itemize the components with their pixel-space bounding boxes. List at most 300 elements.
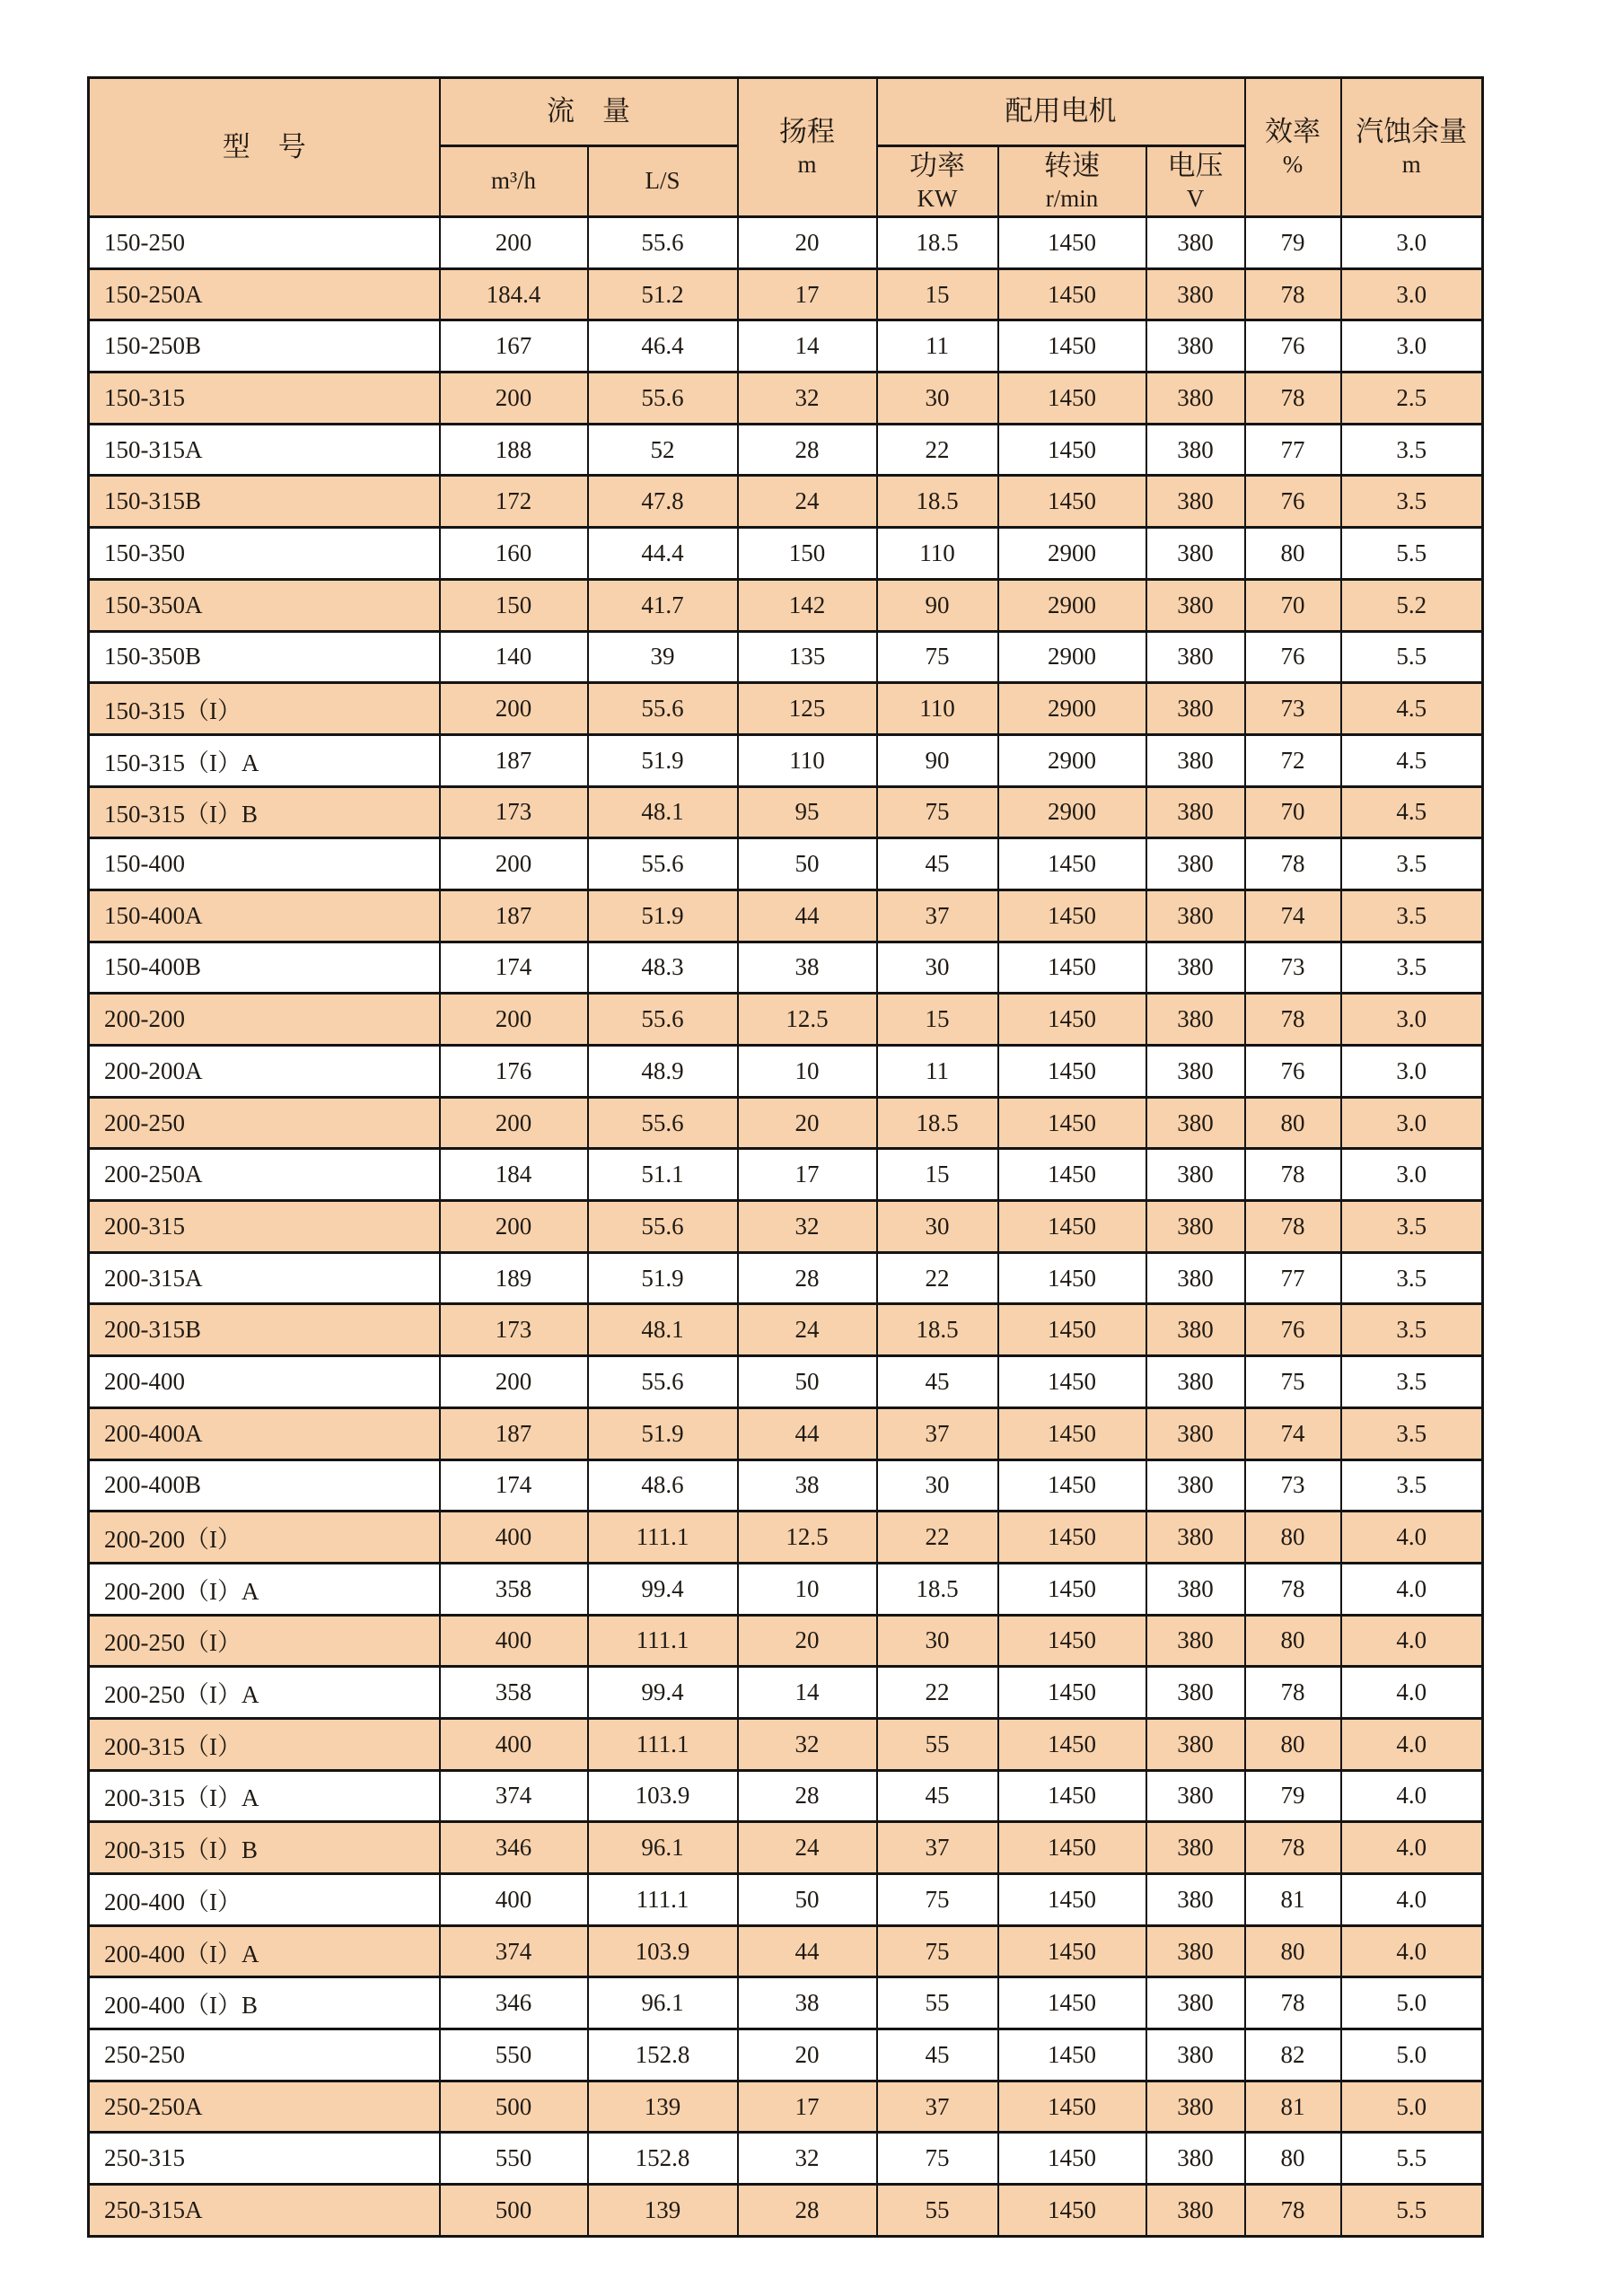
table-row xyxy=(89,786,1483,838)
cell-speed: 2900 xyxy=(998,579,1146,631)
cell-npsh: 5.0 xyxy=(1341,1977,1483,2029)
cell-efficiency: 78 xyxy=(1245,1563,1341,1615)
cell-head: 38 xyxy=(738,1459,877,1512)
cell-m3h: 200 xyxy=(440,1201,588,1253)
cell-efficiency: 80 xyxy=(1245,1512,1341,1564)
header-efficiency-unit: % xyxy=(1282,150,1304,178)
cell-efficiency: 81 xyxy=(1245,2081,1341,2133)
cell-efficiency: 78 xyxy=(1245,2185,1341,2237)
table-row xyxy=(89,579,1483,631)
cell-npsh: 4.5 xyxy=(1341,683,1483,735)
table-row xyxy=(89,683,1483,735)
cell-voltage: 380 xyxy=(1146,2133,1245,2185)
cell-power: 15 xyxy=(877,994,998,1046)
cell-voltage: 380 xyxy=(1146,1097,1245,1149)
cell-m3h: 200 xyxy=(440,217,588,269)
cell-speed: 2900 xyxy=(998,683,1146,735)
header-voltage xyxy=(1146,146,1245,217)
cell-voltage: 380 xyxy=(1146,1822,1245,1874)
cell-ls: 103.9 xyxy=(588,1770,738,1822)
cell-efficiency: 81 xyxy=(1245,1874,1341,1926)
cell-speed: 1450 xyxy=(998,838,1146,890)
table-row xyxy=(89,1615,1483,1667)
cell-npsh: 3.0 xyxy=(1341,320,1483,372)
cell-efficiency: 80 xyxy=(1245,1925,1341,1977)
cell-ls: 103.9 xyxy=(588,1925,738,1977)
cell-m3h: 374 xyxy=(440,1770,588,1822)
cell-power: 37 xyxy=(877,2081,998,2133)
cell-power: 75 xyxy=(877,1925,998,1977)
cell-ls: 55.6 xyxy=(588,1356,738,1408)
cell-efficiency: 70 xyxy=(1245,579,1341,631)
cell-power: 18.5 xyxy=(877,217,998,269)
cell-power: 30 xyxy=(877,372,998,425)
cell-npsh: 3.5 xyxy=(1341,1252,1483,1304)
cell-ls: 96.1 xyxy=(588,1977,738,2029)
cell-ls: 139 xyxy=(588,2185,738,2237)
cell-power: 75 xyxy=(877,786,998,838)
table-row xyxy=(89,1925,1483,1977)
cell-m3h: 184 xyxy=(440,1149,588,1201)
cell-npsh: 3.0 xyxy=(1341,1149,1483,1201)
cell-voltage: 380 xyxy=(1146,1356,1245,1408)
cell-ls: 51.9 xyxy=(588,734,738,786)
cell-model: 200-400A xyxy=(89,1407,440,1459)
cell-m3h: 200 xyxy=(440,683,588,735)
cell-model: 150-250B xyxy=(89,320,440,372)
table-row xyxy=(89,1718,1483,1770)
cell-m3h: 173 xyxy=(440,786,588,838)
cell-npsh: 3.5 xyxy=(1341,424,1483,476)
cell-m3h: 140 xyxy=(440,631,588,683)
table-row xyxy=(89,1252,1483,1304)
cell-voltage: 380 xyxy=(1146,683,1245,735)
cell-head: 20 xyxy=(738,1097,877,1149)
cell-voltage: 380 xyxy=(1146,1046,1245,1098)
cell-power: 55 xyxy=(877,1718,998,1770)
cell-ls: 111.1 xyxy=(588,1512,738,1564)
cell-efficiency: 76 xyxy=(1245,476,1341,528)
cell-efficiency: 76 xyxy=(1245,1304,1341,1356)
cell-voltage: 380 xyxy=(1146,631,1245,683)
cell-power: 110 xyxy=(877,683,998,735)
cell-ls: 55.6 xyxy=(588,683,738,735)
cell-model: 200-315B xyxy=(89,1304,440,1356)
cell-voltage: 380 xyxy=(1146,1977,1245,2029)
cell-model: 200-250（I） xyxy=(89,1615,440,1667)
cell-m3h: 500 xyxy=(440,2185,588,2237)
table-row xyxy=(89,1407,1483,1459)
cell-npsh: 4.0 xyxy=(1341,1615,1483,1667)
cell-voltage: 380 xyxy=(1146,217,1245,269)
cell-npsh: 3.5 xyxy=(1341,1356,1483,1408)
cell-efficiency: 80 xyxy=(1245,1615,1341,1667)
cell-npsh: 3.5 xyxy=(1341,889,1483,942)
cell-ls: 48.3 xyxy=(588,942,738,994)
header-npsh xyxy=(1341,78,1483,217)
header-model-label: 型 号 xyxy=(222,130,306,162)
table-row xyxy=(89,1874,1483,1926)
cell-head: 125 xyxy=(738,683,877,735)
cell-ls: 55.6 xyxy=(588,1201,738,1253)
cell-power: 22 xyxy=(877,1252,998,1304)
header-speed-label: 转速 xyxy=(1044,149,1100,181)
cell-speed: 1450 xyxy=(998,1770,1146,1822)
cell-m3h: 160 xyxy=(440,528,588,580)
cell-head: 12.5 xyxy=(738,1512,877,1564)
table-row xyxy=(89,1097,1483,1149)
cell-model: 150-400 xyxy=(89,838,440,890)
cell-model: 200-400 xyxy=(89,1356,440,1408)
cell-ls: 99.4 xyxy=(588,1563,738,1615)
cell-speed: 1450 xyxy=(998,1718,1146,1770)
cell-efficiency: 74 xyxy=(1245,1407,1341,1459)
cell-m3h: 400 xyxy=(440,1512,588,1564)
cell-model: 150-350 xyxy=(89,528,440,580)
cell-ls: 96.1 xyxy=(588,1822,738,1874)
cell-m3h: 174 xyxy=(440,1459,588,1512)
cell-model: 150-400A xyxy=(89,889,440,942)
cell-speed: 1450 xyxy=(998,2185,1146,2237)
cell-npsh: 3.5 xyxy=(1341,1201,1483,1253)
cell-npsh: 3.5 xyxy=(1341,942,1483,994)
table-row xyxy=(89,2081,1483,2133)
cell-head: 50 xyxy=(738,1874,877,1926)
cell-power: 15 xyxy=(877,268,998,320)
cell-voltage: 380 xyxy=(1146,1459,1245,1512)
cell-npsh: 3.0 xyxy=(1341,268,1483,320)
header-flow-label: 流 量 xyxy=(547,95,630,127)
cell-m3h: 200 xyxy=(440,1097,588,1149)
cell-speed: 1450 xyxy=(998,1304,1146,1356)
header-efficiency-label: 效率 xyxy=(1265,115,1321,147)
cell-power: 45 xyxy=(877,1770,998,1822)
cell-speed: 1450 xyxy=(998,994,1146,1046)
cell-power: 45 xyxy=(877,1356,998,1408)
cell-head: 20 xyxy=(738,1615,877,1667)
cell-npsh: 3.5 xyxy=(1341,1407,1483,1459)
cell-ls: 48.9 xyxy=(588,1046,738,1098)
cell-ls: 48.6 xyxy=(588,1459,738,1512)
cell-efficiency: 76 xyxy=(1245,631,1341,683)
cell-power: 18.5 xyxy=(877,476,998,528)
cell-head: 12.5 xyxy=(738,994,877,1046)
cell-npsh: 3.5 xyxy=(1341,476,1483,528)
cell-ls: 39 xyxy=(588,631,738,683)
cell-voltage: 380 xyxy=(1146,476,1245,528)
header-power xyxy=(877,146,998,217)
cell-npsh: 4.0 xyxy=(1341,1563,1483,1615)
cell-model: 200-315A xyxy=(89,1252,440,1304)
header-voltage-unit: V xyxy=(1186,184,1205,212)
table-row xyxy=(89,1770,1483,1822)
cell-model: 250-315 xyxy=(89,2133,440,2185)
cell-efficiency: 72 xyxy=(1245,734,1341,786)
table-row xyxy=(89,2133,1483,2185)
header-power-unit: KW xyxy=(917,184,958,212)
cell-head: 44 xyxy=(738,1925,877,1977)
cell-speed: 1450 xyxy=(998,1822,1146,1874)
cell-model: 200-400（I） xyxy=(89,1874,440,1926)
cell-efficiency: 80 xyxy=(1245,528,1341,580)
cell-efficiency: 78 xyxy=(1245,268,1341,320)
cell-voltage: 380 xyxy=(1146,838,1245,890)
table-row xyxy=(89,528,1483,580)
cell-voltage: 380 xyxy=(1146,734,1245,786)
cell-head: 24 xyxy=(738,1822,877,1874)
cell-speed: 2900 xyxy=(998,734,1146,786)
cell-voltage: 380 xyxy=(1146,1149,1245,1201)
cell-voltage: 380 xyxy=(1146,786,1245,838)
cell-m3h: 358 xyxy=(440,1667,588,1719)
cell-voltage: 380 xyxy=(1146,1770,1245,1822)
cell-speed: 1450 xyxy=(998,1925,1146,1977)
cell-head: 17 xyxy=(738,1149,877,1201)
table-row xyxy=(89,1046,1483,1098)
cell-head: 44 xyxy=(738,889,877,942)
cell-npsh: 2.5 xyxy=(1341,372,1483,425)
cell-head: 20 xyxy=(738,217,877,269)
cell-model: 200-250 xyxy=(89,1097,440,1149)
cell-efficiency: 80 xyxy=(1245,1718,1341,1770)
cell-m3h: 187 xyxy=(440,734,588,786)
cell-npsh: 4.0 xyxy=(1341,1925,1483,1977)
table-row xyxy=(89,942,1483,994)
cell-model: 250-315A xyxy=(89,2185,440,2237)
cell-speed: 1450 xyxy=(998,1667,1146,1719)
cell-head: 28 xyxy=(738,2185,877,2237)
cell-ls: 99.4 xyxy=(588,1667,738,1719)
cell-power: 75 xyxy=(877,1874,998,1926)
cell-power: 90 xyxy=(877,734,998,786)
cell-speed: 1450 xyxy=(998,1407,1146,1459)
cell-speed: 1450 xyxy=(998,1512,1146,1564)
header-npsh-unit: m xyxy=(1401,150,1421,178)
cell-m3h: 400 xyxy=(440,1874,588,1926)
header-speed-unit: r/min xyxy=(1045,184,1099,212)
table-row xyxy=(89,1512,1483,1564)
cell-npsh: 5.0 xyxy=(1341,2081,1483,2133)
cell-ls: 152.8 xyxy=(588,2133,738,2185)
cell-model: 150-315B xyxy=(89,476,440,528)
header-speed xyxy=(998,146,1146,217)
cell-npsh: 4.0 xyxy=(1341,1822,1483,1874)
header-npsh-label: 汽蚀余量 xyxy=(1356,115,1468,147)
cell-head: 142 xyxy=(738,579,877,631)
table-row xyxy=(89,476,1483,528)
cell-voltage: 380 xyxy=(1146,994,1245,1046)
cell-ls: 48.1 xyxy=(588,1304,738,1356)
cell-m3h: 173 xyxy=(440,1304,588,1356)
header-efficiency xyxy=(1245,78,1341,217)
cell-speed: 1450 xyxy=(998,2081,1146,2133)
cell-voltage: 380 xyxy=(1146,1925,1245,1977)
cell-model: 150-250A xyxy=(89,268,440,320)
cell-model: 150-315A xyxy=(89,424,440,476)
cell-npsh: 5.5 xyxy=(1341,2185,1483,2237)
cell-voltage: 380 xyxy=(1146,320,1245,372)
cell-head: 32 xyxy=(738,372,877,425)
header-model xyxy=(89,78,440,217)
cell-m3h: 188 xyxy=(440,424,588,476)
cell-speed: 1450 xyxy=(998,476,1146,528)
cell-ls: 111.1 xyxy=(588,1718,738,1770)
cell-speed: 1450 xyxy=(998,217,1146,269)
cell-m3h: 189 xyxy=(440,1252,588,1304)
cell-head: 150 xyxy=(738,528,877,580)
cell-ls: 55.6 xyxy=(588,994,738,1046)
cell-speed: 1450 xyxy=(998,320,1146,372)
cell-model: 150-350B xyxy=(89,631,440,683)
cell-m3h: 200 xyxy=(440,994,588,1046)
cell-speed: 1450 xyxy=(998,2133,1146,2185)
table-row xyxy=(89,631,1483,683)
cell-voltage: 380 xyxy=(1146,372,1245,425)
cell-efficiency: 78 xyxy=(1245,1201,1341,1253)
cell-voltage: 380 xyxy=(1146,889,1245,942)
cell-speed: 1450 xyxy=(998,1356,1146,1408)
cell-voltage: 380 xyxy=(1146,1304,1245,1356)
cell-voltage: 380 xyxy=(1146,1563,1245,1615)
cell-efficiency: 77 xyxy=(1245,1252,1341,1304)
pump-spec-table xyxy=(87,76,1484,2238)
cell-power: 55 xyxy=(877,1977,998,2029)
cell-efficiency: 75 xyxy=(1245,1356,1341,1408)
cell-voltage: 380 xyxy=(1146,268,1245,320)
cell-head: 50 xyxy=(738,838,877,890)
cell-m3h: 167 xyxy=(440,320,588,372)
header-motor-group xyxy=(877,78,1245,146)
cell-head: 32 xyxy=(738,1201,877,1253)
cell-ls: 51.9 xyxy=(588,1407,738,1459)
table-row xyxy=(89,1304,1483,1356)
cell-speed: 1450 xyxy=(998,1046,1146,1098)
cell-model: 200-250（I）A xyxy=(89,1667,440,1719)
cell-head: 95 xyxy=(738,786,877,838)
cell-m3h: 172 xyxy=(440,476,588,528)
cell-efficiency: 76 xyxy=(1245,320,1341,372)
cell-model: 250-250 xyxy=(89,2029,440,2081)
cell-npsh: 5.5 xyxy=(1341,528,1483,580)
cell-voltage: 380 xyxy=(1146,1874,1245,1926)
cell-ls: 51.9 xyxy=(588,1252,738,1304)
cell-ls: 152.8 xyxy=(588,2029,738,2081)
cell-head: 135 xyxy=(738,631,877,683)
table-row xyxy=(89,2185,1483,2237)
cell-power: 30 xyxy=(877,1459,998,1512)
cell-ls: 41.7 xyxy=(588,579,738,631)
table-row xyxy=(89,838,1483,890)
table-row xyxy=(89,1563,1483,1615)
cell-power: 22 xyxy=(877,1512,998,1564)
cell-model: 200-200（I） xyxy=(89,1512,440,1564)
table-row xyxy=(89,268,1483,320)
cell-npsh: 3.5 xyxy=(1341,1304,1483,1356)
cell-m3h: 187 xyxy=(440,889,588,942)
cell-voltage: 380 xyxy=(1146,2185,1245,2237)
cell-power: 37 xyxy=(877,889,998,942)
cell-speed: 2900 xyxy=(998,631,1146,683)
cell-speed: 1450 xyxy=(998,1252,1146,1304)
cell-voltage: 380 xyxy=(1146,579,1245,631)
cell-m3h: 200 xyxy=(440,1356,588,1408)
cell-speed: 1450 xyxy=(998,1977,1146,2029)
header-head xyxy=(738,78,877,217)
cell-model: 200-200（I）A xyxy=(89,1563,440,1615)
cell-voltage: 380 xyxy=(1146,1512,1245,1564)
cell-efficiency: 80 xyxy=(1245,2133,1341,2185)
cell-speed: 1450 xyxy=(998,1615,1146,1667)
cell-npsh: 3.0 xyxy=(1341,217,1483,269)
cell-efficiency: 73 xyxy=(1245,1459,1341,1512)
cell-efficiency: 74 xyxy=(1245,889,1341,942)
cell-ls: 55.6 xyxy=(588,217,738,269)
cell-head: 28 xyxy=(738,1770,877,1822)
table-row xyxy=(89,217,1483,269)
cell-efficiency: 76 xyxy=(1245,1046,1341,1098)
header-head-label: 扬程 xyxy=(779,115,835,147)
cell-speed: 1450 xyxy=(998,424,1146,476)
cell-m3h: 187 xyxy=(440,1407,588,1459)
cell-model: 150-315（I）A xyxy=(89,734,440,786)
cell-head: 32 xyxy=(738,2133,877,2185)
cell-model: 150-315（I）B xyxy=(89,786,440,838)
cell-power: 37 xyxy=(877,1822,998,1874)
cell-m3h: 174 xyxy=(440,942,588,994)
table-row xyxy=(89,1356,1483,1408)
cell-npsh: 4.0 xyxy=(1341,1874,1483,1926)
table-row xyxy=(89,1822,1483,1874)
cell-efficiency: 78 xyxy=(1245,1822,1341,1874)
cell-power: 45 xyxy=(877,2029,998,2081)
table-row xyxy=(89,889,1483,942)
cell-model: 150-315（I） xyxy=(89,683,440,735)
cell-speed: 1450 xyxy=(998,1201,1146,1253)
cell-m3h: 346 xyxy=(440,1977,588,2029)
cell-m3h: 400 xyxy=(440,1718,588,1770)
cell-power: 75 xyxy=(877,631,998,683)
cell-ls: 48.1 xyxy=(588,786,738,838)
header-power-label: 功率 xyxy=(909,149,965,181)
table-row xyxy=(89,1977,1483,2029)
cell-efficiency: 80 xyxy=(1245,1097,1341,1149)
cell-npsh: 5.2 xyxy=(1341,579,1483,631)
cell-head: 28 xyxy=(738,424,877,476)
cell-speed: 1450 xyxy=(998,889,1146,942)
cell-npsh: 4.5 xyxy=(1341,734,1483,786)
cell-voltage: 380 xyxy=(1146,1615,1245,1667)
cell-npsh: 3.0 xyxy=(1341,1046,1483,1098)
cell-model: 200-400（I）B xyxy=(89,1977,440,2029)
header-flow-ls-unit: L/S xyxy=(645,167,680,195)
table-header xyxy=(89,78,1483,217)
cell-m3h: 500 xyxy=(440,2081,588,2133)
cell-voltage: 380 xyxy=(1146,1201,1245,1253)
cell-head: 10 xyxy=(738,1563,877,1615)
cell-power: 22 xyxy=(877,1667,998,1719)
cell-power: 30 xyxy=(877,1201,998,1253)
cell-speed: 1450 xyxy=(998,2029,1146,2081)
cell-head: 38 xyxy=(738,942,877,994)
cell-power: 18.5 xyxy=(877,1563,998,1615)
cell-npsh: 5.0 xyxy=(1341,2029,1483,2081)
cell-ls: 111.1 xyxy=(588,1874,738,1926)
cell-efficiency: 73 xyxy=(1245,683,1341,735)
cell-ls: 52 xyxy=(588,424,738,476)
cell-power: 30 xyxy=(877,1615,998,1667)
header-flow-group xyxy=(440,78,738,146)
header-flow-m3h-unit: m³/h xyxy=(490,167,537,195)
